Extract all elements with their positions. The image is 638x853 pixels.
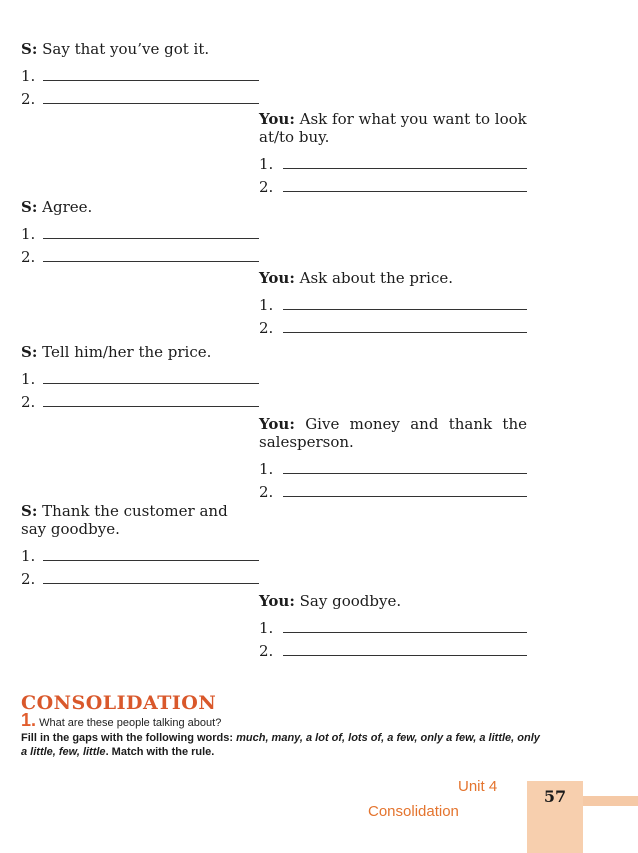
answer-line-8-1[interactable]: 1. (259, 614, 527, 637)
dialogue-block-5 (21, 343, 259, 411)
answer-line-8-2[interactable]: 2. (259, 637, 527, 660)
prompt-2: You: Ask for what you want to look at/to buy. (259, 110, 527, 146)
answer-line-1-2[interactable]: 2. (21, 85, 259, 108)
answer-line-4-2[interactable]: 2. (259, 314, 527, 337)
word-list: much, many, a lot of, lots of, a few, only a few, a little, only a little, few, little (21, 732, 540, 758)
dialogue-block-3 (21, 198, 259, 266)
section-title: CONSOLIDATION (21, 692, 217, 714)
answer-line-4-1[interactable]: 1. (259, 291, 527, 314)
prompt-4: You: Ask about the price. (259, 269, 454, 287)
answer-line-6-2[interactable]: 2. (259, 478, 527, 501)
answer-line-5-2[interactable]: 2. (21, 388, 259, 411)
dialogue-block-6 (259, 415, 527, 501)
dialogue-block-1 (21, 40, 259, 108)
answer-line-3-1[interactable]: 1. (21, 220, 259, 243)
prompt-1: S: Say that you’ve got it. (21, 40, 210, 58)
answer-line-1-1[interactable]: 1. (21, 62, 259, 85)
prompt-5: S: Tell him/her the price. (21, 343, 212, 361)
answer-line-7-2[interactable]: 2. (21, 565, 259, 588)
task-1 (21, 710, 541, 759)
answer-line-7-1[interactable]: 1. (21, 542, 259, 565)
prompt-7: S: Thank the customer and say goodbye. (21, 502, 228, 538)
task-question: What are these people talking about? (39, 717, 222, 729)
prompt-6: You: Give money and thank the salesperson. (259, 415, 527, 451)
section-label: Consolidation (368, 803, 459, 820)
answer-line-5-1[interactable]: 1. (21, 365, 259, 388)
unit-label: Unit 4 (458, 778, 498, 795)
dialogue-block-7 (21, 502, 259, 588)
answer-line-6-1[interactable]: 1. (259, 455, 527, 478)
prompt-8: You: Say goodbye. (259, 592, 402, 610)
dialogue-block-2 (259, 110, 527, 196)
task-instruction: Fill in the gaps with the following words: much, many, a lot of, lots of, a few, only a few, a little, only a little, few, little. Match with the rule. (21, 732, 540, 758)
dialogue-block-4 (259, 269, 527, 337)
page-number: 57 (543, 787, 567, 806)
answer-line-2-2[interactable]: 2. (259, 173, 527, 196)
task-number: 1. (21, 710, 37, 730)
dialogue-block-8 (259, 592, 527, 660)
answer-line-3-2[interactable]: 2. (21, 243, 259, 266)
prompt-3: S: Agree. (21, 198, 93, 216)
answer-line-2-1[interactable]: 1. (259, 150, 527, 173)
